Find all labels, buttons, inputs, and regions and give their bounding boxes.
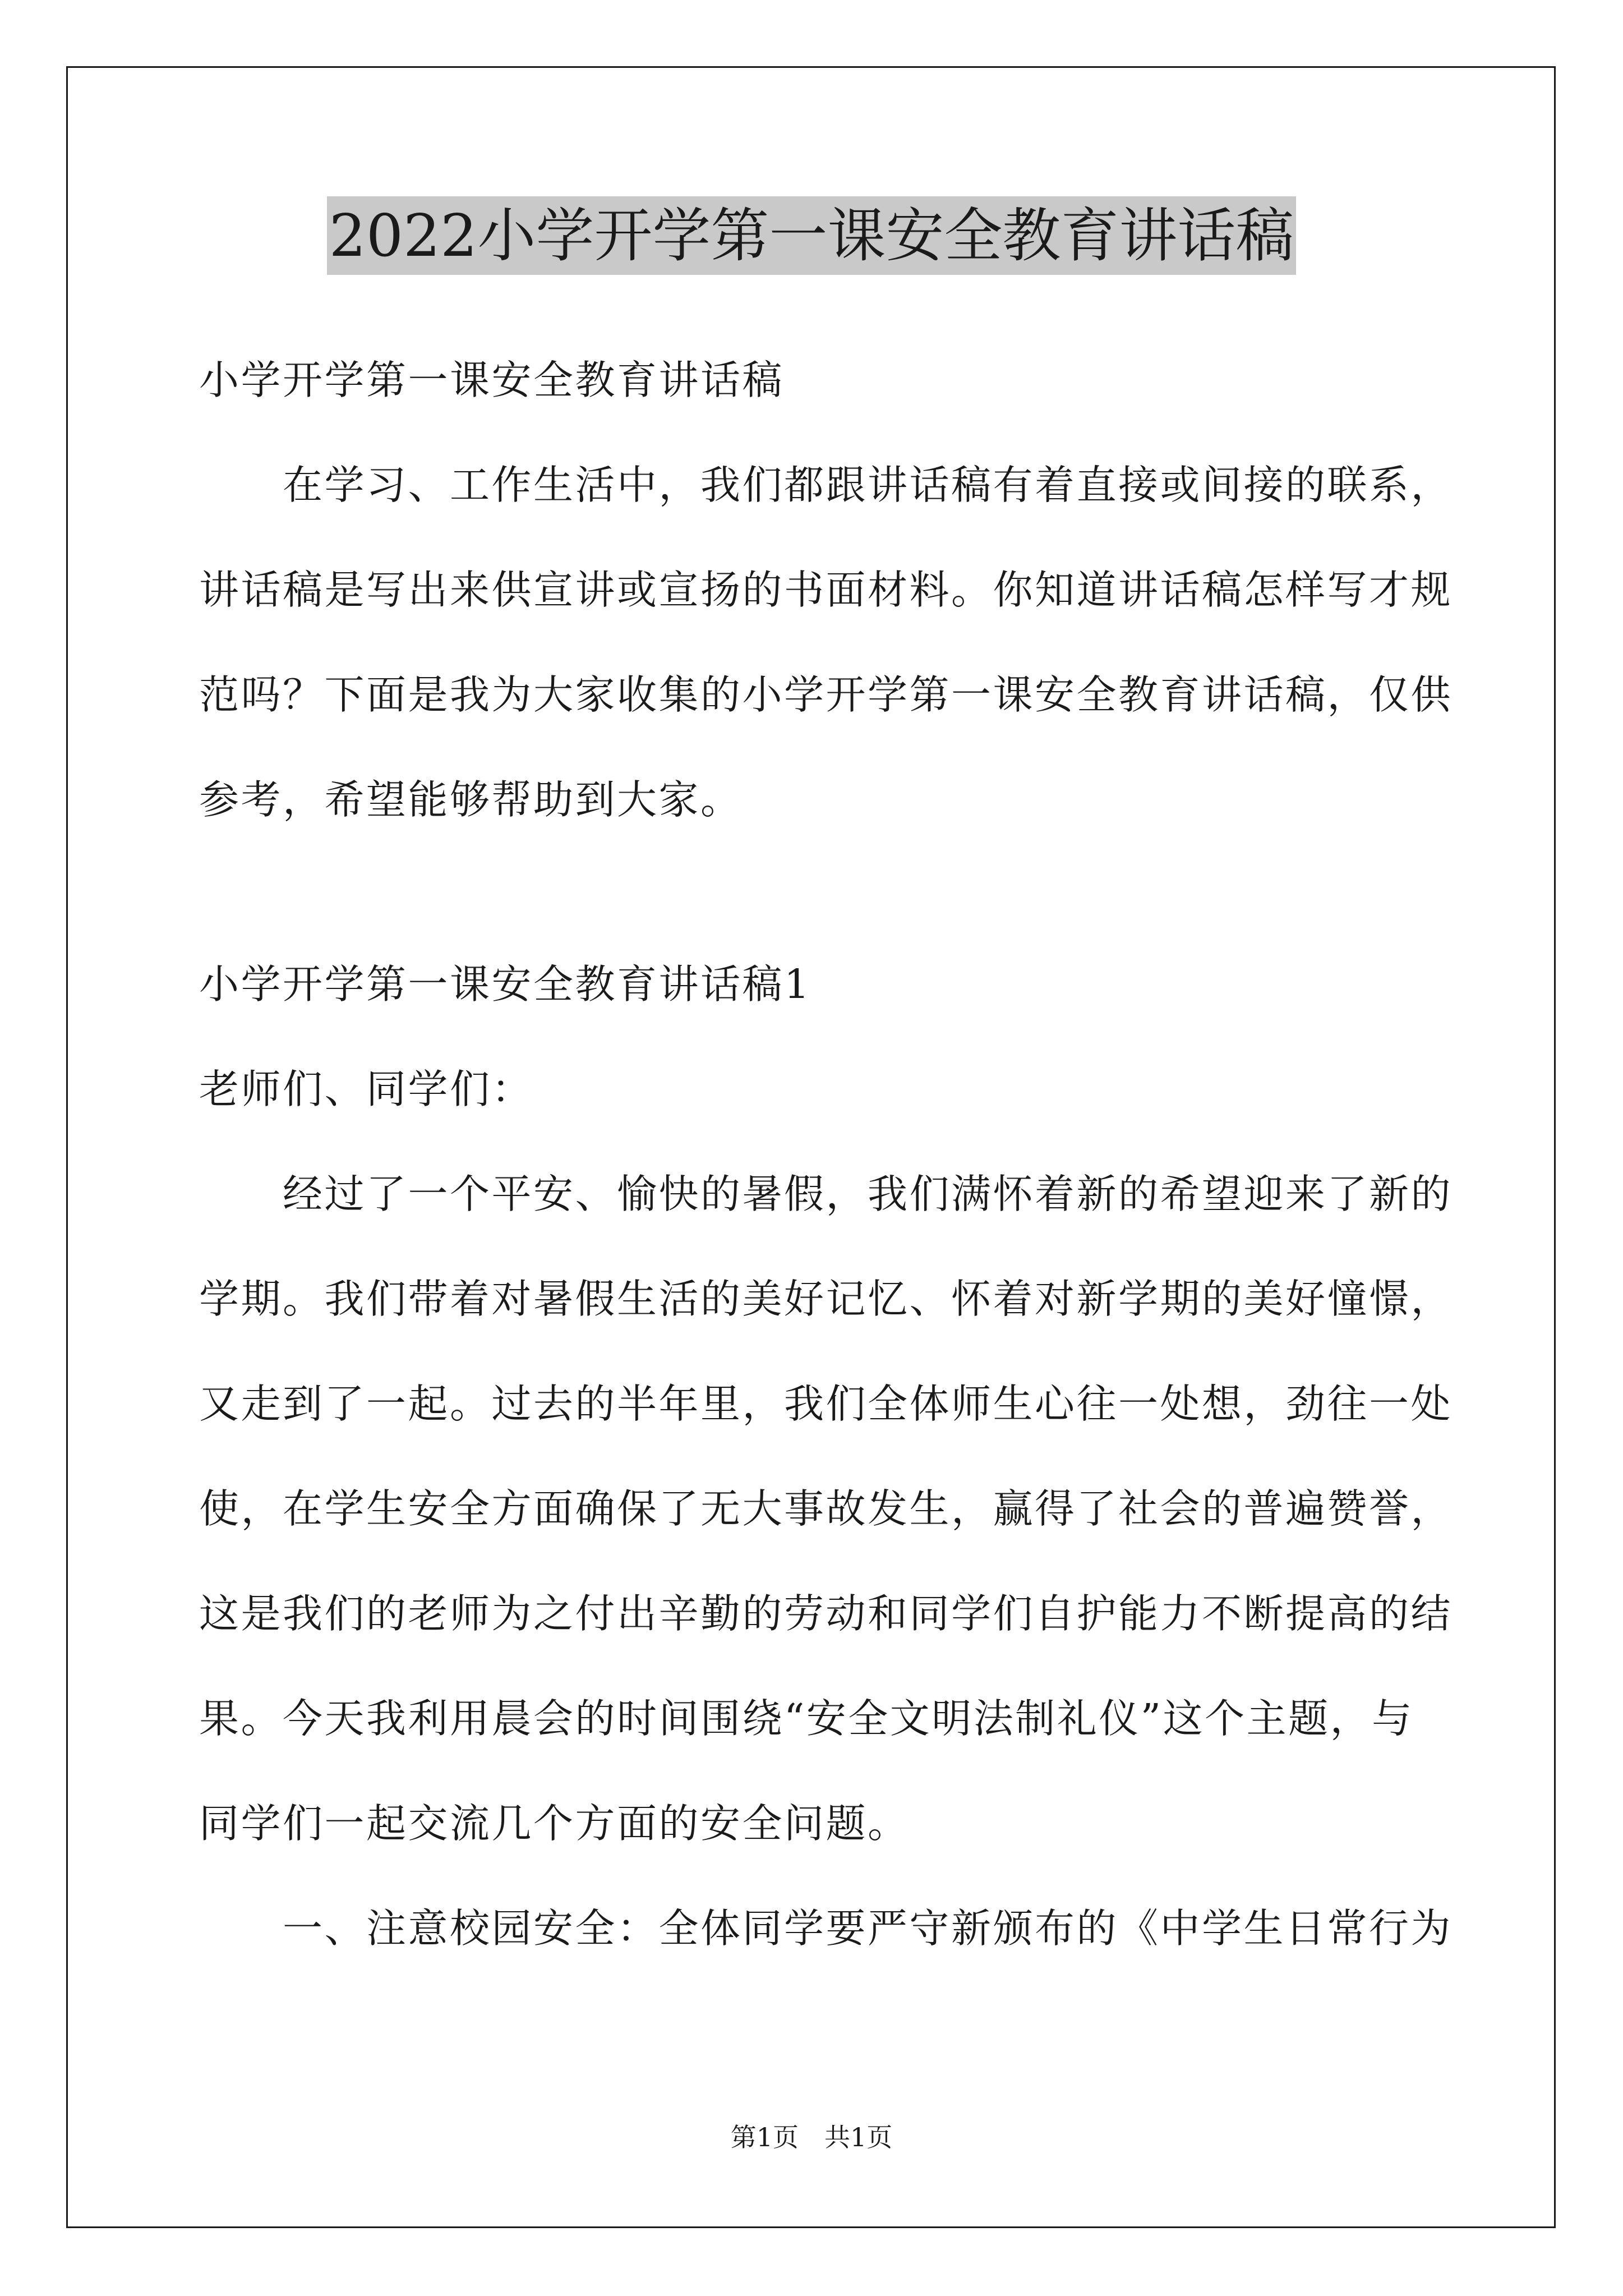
document-title: 2022小学开学第一课安全教育讲话稿: [327, 196, 1297, 275]
body-line: 这是我们的老师为之付出辛勤的劳动和同学们自护能力不断提高的结: [199, 1590, 1453, 1637]
body-line: 使，在学生安全方面确保了无大事故发生，赢得了社会的普遍赞誉，: [199, 1485, 1453, 1532]
body-line: 小学开学第一课安全教育讲话稿: [199, 357, 785, 403]
title-container: [0, 196, 1623, 275]
body-line: 学期。我们带着对暑假生活的美好记忆、怀着对新学期的美好憧憬，: [199, 1276, 1453, 1322]
body-line: 老师们、同学们：: [199, 1066, 534, 1112]
body-line: 同学们一起交流几个方面的安全问题。: [199, 1800, 910, 1847]
body-line: 经过了一个平安、愉快的暑假，我们满怀着新的希望迎来了新的: [199, 1171, 1453, 1217]
body-line: 参考，希望能够帮助到大家。: [199, 776, 743, 823]
body-line: 范吗？下面是我为大家收集的小学开学第一课安全教育讲话稿，仅供: [199, 671, 1453, 718]
body-line: 一、注意校园安全：全体同学要严守新颁布的《中学生日常行为: [199, 1905, 1453, 1952]
section-heading: 小学开学第一课安全教育讲话稿1: [199, 961, 811, 1007]
page-footer: 第1页 共1页: [730, 2122, 893, 2152]
body-line: 在学习、工作生活中，我们都跟讲话稿有着直接或间接的联系，: [199, 462, 1453, 508]
body-line: 又走到了一起。过去的半年里，我们全体师生心往一处想，劲往一处: [199, 1381, 1453, 1427]
body-line: 果。今天我利用晨会的时间围绕“安全文明法制礼仪”这个主题，与: [199, 1695, 1414, 1742]
body-line: 讲话稿是写出来供宣讲或宣扬的书面材料。你知道讲话稿怎样写才规: [199, 567, 1453, 613]
